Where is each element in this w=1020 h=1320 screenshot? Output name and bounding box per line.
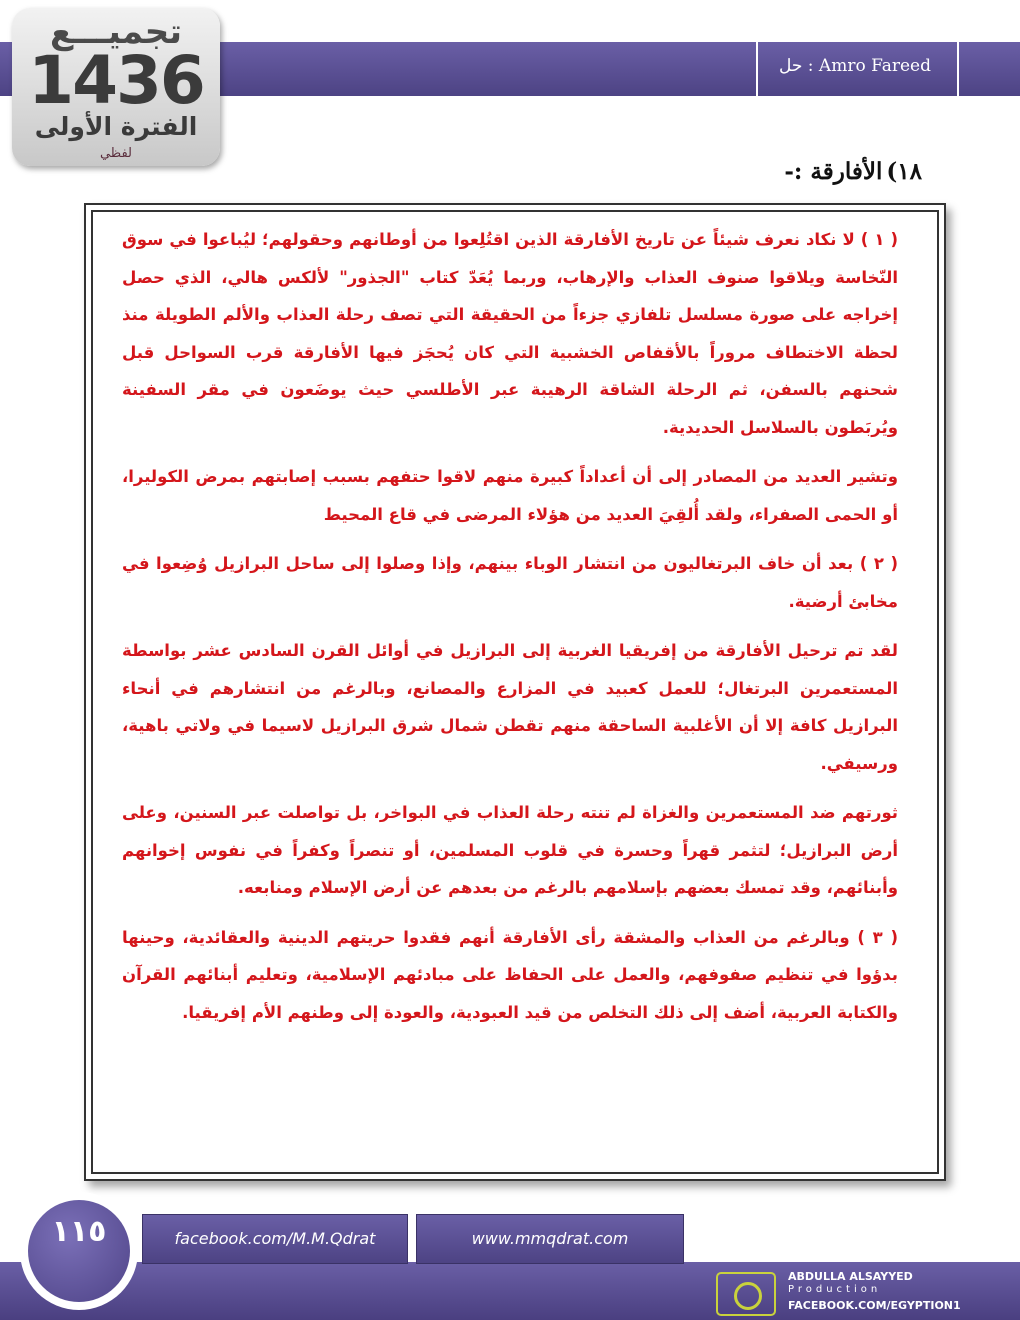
- author-credit: Amro Fareed : حل: [779, 56, 931, 76]
- credit-facebook: FACEBOOK.COM/EGYPTION1: [788, 1299, 961, 1312]
- page-number: ١١٥: [28, 1200, 130, 1302]
- paragraph-4: لقد تم ترحيل الأفارقة من إفريقيا الغربية إلى البرازيل في أوائل القرن السادس عشر بواسطة المستعمرين البرتغال؛ للعمل كعبيد في المزارع والمصانع، وبالرغم من انتشارهم في أنحاء البرازيل كافة إلا أن الأغلبية الساحقة منهم تقطن شمال شرق البرازيل لاسيما في ولاتي باهية، ورسيفي.: [122, 641, 898, 773]
- paragraph-6: ( ٣ ) وبالرغم من العذاب والمشقة رأى الأفارقة أنهم فقدوا حريتهم الدينية والعقائدية، وحينها بدؤوا في تنظيم صفوفهم، والعمل على الحفاظ على مبادئهم الإسلامية، وتعليم أبنائهم القرآن والكتابة العربية، أضف إلى ذلك التخلص من قيد العبودية، والعودة إلى وطنهم الأم إفريقيا.: [122, 927, 898, 1022]
- passage-frame: [84, 203, 946, 1181]
- production-credit: [716, 1270, 1016, 1318]
- question-number: ١٨): [886, 158, 922, 185]
- question-heading: [784, 158, 922, 185]
- logo-line-4: لفظي: [99, 146, 133, 161]
- credit-production: Production: [788, 1284, 882, 1295]
- header-divider: [957, 42, 959, 96]
- camera-icon: [716, 1272, 776, 1316]
- passage-text: [122, 221, 898, 1043]
- question-title: الأفارقة :-: [784, 158, 883, 185]
- paragraph-2: وتشير العديد من المصادر إلى أن أعداداً كبيرة منهم لاقوا حتفهم بسبب إصابتهم بمرض الكوليرا، أو الحمى الصفراء، ولقد أُلقِيَ العديد من هؤلاء المرضى في قاع المحيط: [122, 467, 898, 524]
- logo: [12, 8, 220, 166]
- logo-year: 1436: [28, 42, 204, 119]
- logo-line-3: الفترة الأولى: [34, 112, 198, 141]
- facebook-link[interactable]: facebook.com/M.M.Qdrat: [142, 1214, 408, 1264]
- website-link[interactable]: www.mmqdrat.com: [416, 1214, 684, 1264]
- credit-name: ABDULLA ALSAYYED: [788, 1270, 913, 1283]
- header-divider: [756, 42, 758, 96]
- paragraph-3: ( ٢ ) بعد أن خاف البرتغاليون من انتشار الوباء بينهم، وإذا وصلوا إلى ساحل البرازيل وُضِعوا في مخابئ أرضية.: [122, 554, 898, 611]
- logo-line-1: تجميـــع: [49, 12, 183, 52]
- paragraph-5: ثورتهم ضد المستعمرين والغزاة لم تنته رحلة العذاب في البواخر، بل تواصلت عبر السنين، وعلى أرض البرازيل؛ لتثمر قهراً وحسرة في قلوب المسلمين، أو تنصراً وكفراً في نفوس إخوانهم وأبنائهم، وقد تمسك بعضهم بإسلامهم بالرغم من بعدهم عن أرض الإسلام ومنابعه.: [122, 803, 898, 897]
- paragraph-1: ( ١ ) لا نكاد نعرف شيئاً عن تاريخ الأفارقة الذين اقتُلِعوا من أوطانهم وحقولهم؛ ليُباعوا في سوق النّخاسة ويلاقوا صنوف العذاب والإرهاب، وربما يُعَدّ كتاب "الجذور" لألكس هالي، الذي حصل إخراجه على صورة مسلسل تلفازي جزءاً من الحقيقة التي تصف رحلة العذاب والألم الطويلة منذ لحظة الاختطاف مروراً بالأقفاص الخشبية التي كان يُحجَز فيها الأفارقة قرب السواحل قبل شحنهم بالسفن، ثم الرحلة الشاقة الرهيبة عبر الأطلسي حيث يوضَعون في مقر السفينة ويُربَطون بالسلاسل الحديدية.: [122, 230, 898, 437]
